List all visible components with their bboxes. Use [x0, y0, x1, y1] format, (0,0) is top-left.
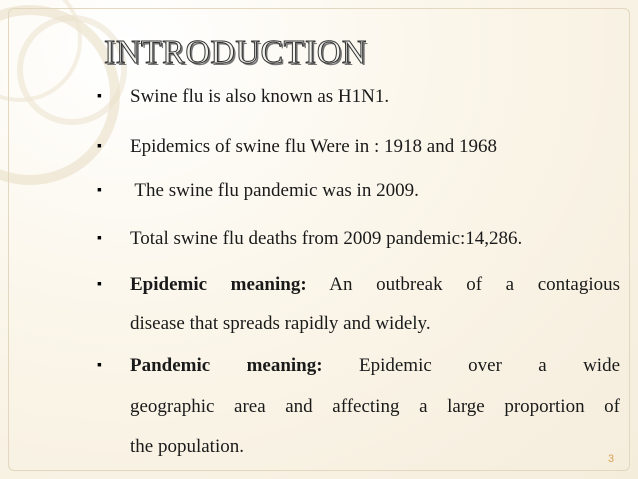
- bullet-icon: ▪: [97, 139, 102, 154]
- bullet-icon: ▪: [97, 231, 102, 246]
- slide-title: INTRODUCTION: [104, 34, 367, 71]
- bullet-text: Swine flu is also known as H1N1.: [130, 86, 390, 107]
- bullet-text: The swine flu pandemic was in 2009.: [130, 180, 419, 201]
- page-number: 3: [608, 453, 615, 465]
- definition-text: An outbreak of a contagious: [329, 274, 621, 295]
- bullet-icon: ▪: [97, 358, 102, 373]
- bullet-text: [130, 274, 620, 296]
- bullet-icon: ▪: [97, 89, 102, 104]
- bullet-text: Epidemics of swine flu Were in : 1918 and 1968: [130, 136, 497, 157]
- definition-text: geographic area and affecting a large proportion of: [130, 396, 620, 417]
- definition-text: the population.: [130, 436, 244, 457]
- definition-term: Pandemic meaning:: [130, 355, 323, 376]
- definition-term: Epidemic meaning:: [130, 274, 307, 295]
- definition-text: disease that spreads rapidly and widely.: [130, 313, 431, 334]
- bullet-icon: ▪: [97, 183, 102, 198]
- definition-text: Epidemic over a wide: [358, 355, 621, 376]
- bullet-text: Total swine flu deaths from 2009 pandemic:14,286.: [130, 228, 523, 249]
- bullet-icon: ▪: [97, 277, 102, 292]
- bullet-text: [130, 355, 620, 377]
